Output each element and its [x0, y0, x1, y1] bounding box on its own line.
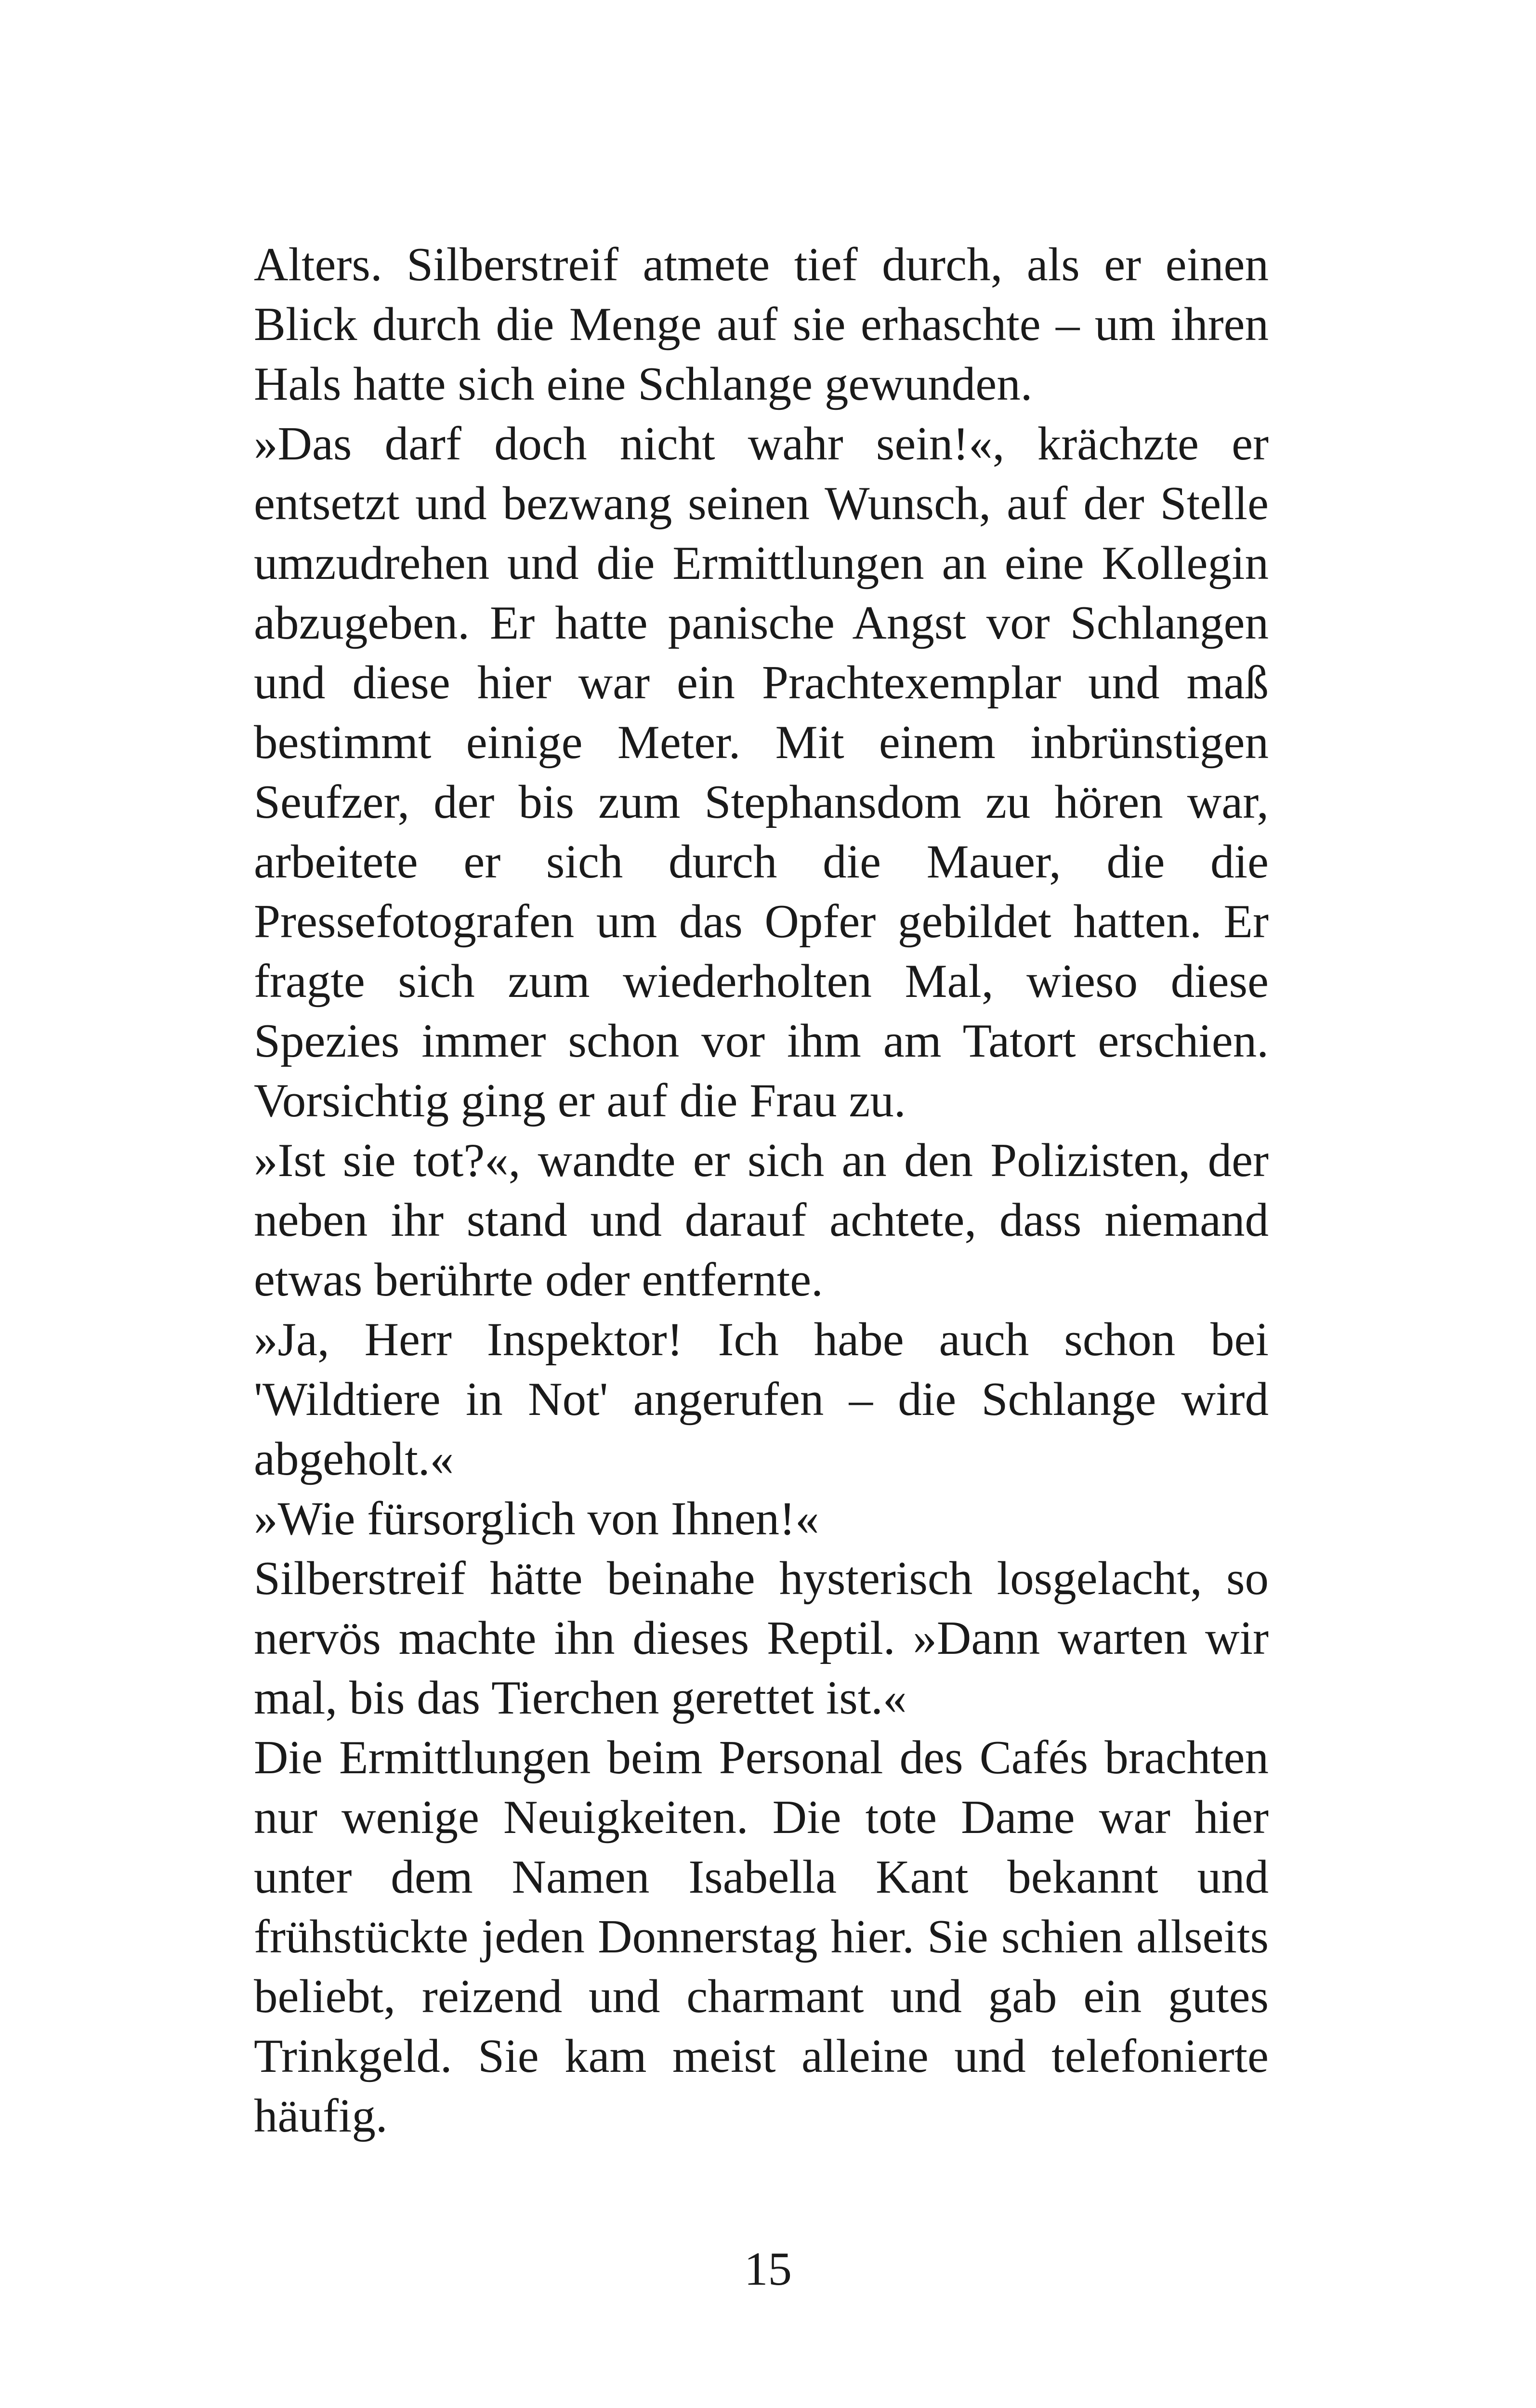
text-line: Die Ermittlungen beim Personal des Cafés brachten [254, 1731, 1269, 1784]
text-line: frühstückte jeden Donnerstag hier. Sie schien allseits [254, 1911, 1269, 1963]
text-line: nur wenige Neuigkeiten. Die tote Dame war hier [254, 1791, 1269, 1844]
text-line: entsetzt und bezwang seinen Wunsch, auf der Stelle [254, 477, 1269, 530]
text-line: Vorsichtig ging er auf die Frau zu. [254, 1074, 906, 1127]
text-line: »Das darf doch nicht wahr sein!«, krächzte er [254, 418, 1269, 470]
text-line: und diese hier war ein Prachtexemplar und maß [254, 656, 1269, 709]
text-line: Hals hatte sich eine Schlange gewunden. [254, 358, 1033, 410]
text-line: etwas berührte oder entfernte. [254, 1254, 823, 1306]
text-line: »Ist sie tot?«, wandte er sich an den Polizisten, der [254, 1134, 1269, 1187]
text-line: 'Wildtiere in Not' angerufen – die Schlange wird [254, 1373, 1269, 1426]
text-line: beliebt, reizend und charmant und gab ein gutes [254, 1970, 1269, 2023]
text-line: bestimmt einige Meter. Mit einem inbrünstigen [254, 716, 1269, 769]
text-line: »Wie fürsorglich von Ihnen!« [254, 1492, 819, 1545]
text-line: arbeitete er sich durch die Mauer, die die [254, 836, 1269, 888]
text-line: abzugeben. Er hatte panische Angst vor Schlangen [254, 597, 1269, 649]
text-line: »Ja, Herr Inspektor! Ich habe auch schon bei [254, 1313, 1269, 1366]
text-line: häufig. [254, 2090, 388, 2142]
text-line: mal, bis das Tierchen gerettet ist.« [254, 1672, 907, 1724]
text-line: unter dem Namen Isabella Kant bekannt und [254, 1851, 1269, 1903]
body-text [254, 235, 1269, 2146]
text-line: Seufzer, der bis zum Stephansdom zu hören war, [254, 776, 1269, 828]
text-line: Blick durch die Menge auf sie erhaschte – um ihren [254, 298, 1269, 351]
text-line: Pressefotografen um das Opfer gebildet hatten. Er [254, 895, 1269, 948]
page-number: 15 [744, 2243, 792, 2295]
text-line: umzudrehen und die Ermittlungen an eine Kollegin [254, 537, 1269, 589]
text-line: Alters. Silberstreif atmete tief durch, als er einen [254, 238, 1269, 291]
text-line: abgeholt.« [254, 1433, 454, 1485]
text-line: Trinkgeld. Sie kam meist alleine und telefonierte [254, 2030, 1269, 2082]
text-line: Silberstreif hätte beinahe hysterisch losgelacht, so [254, 1552, 1269, 1605]
text-line: nervös machte ihn dieses Reptil. »Dann warten wir [254, 1612, 1269, 1664]
text-line: neben ihr stand und darauf achtete, dass niemand [254, 1194, 1269, 1246]
text-line: fragte sich zum wiederholten Mal, wieso diese [254, 955, 1269, 1008]
text-line: Spezies immer schon vor ihm am Tatort erschien. [254, 1015, 1269, 1067]
